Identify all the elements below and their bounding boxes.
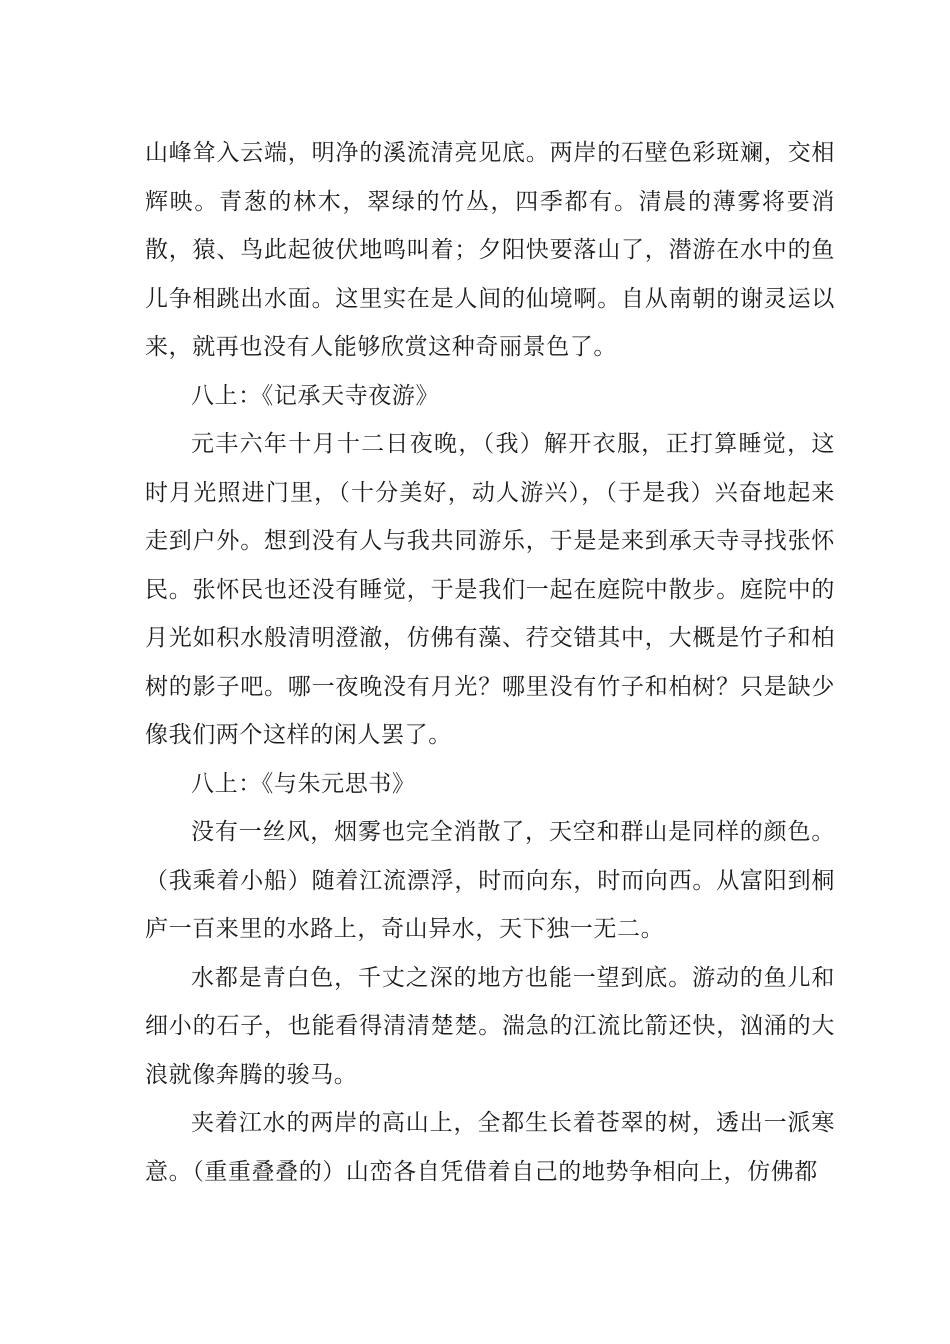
- paragraph-no-wind: 没有一丝风，烟雾也完全消散了，天空和群山是同样的颜色。（我乘着小船）随着江流漂浮，时而向东，时而向西。从富阳到桐庐一百来里的水路上，奇山异水，天下独一无二。: [145, 819, 835, 942]
- paragraph-mountain-stream: 山峰耸入云端，明净的溪流清亮见底。两岸的石壁色彩斑斓，交相辉映。青葱的林木，翠绿的竹丛，四季都有。清晨的薄雾将要消散，猿、鸟此起彼伏地鸣叫着；夕阳快要落山了，潜游在水中的鱼儿争相跳出水面。这里实在是人间的仙境啊。自从南朝的谢灵运以来，就再也没有人能够欣赏这种奇丽景色了。: [145, 140, 835, 360]
- section-heading-zhu-yuansi: 八上：《与朱元思书》: [191, 770, 416, 797]
- document-body: [145, 129, 835, 1196]
- paragraph-clear-water: 水都是青白色，千丈之深的地方也能一望到底。游动的鱼儿和细小的石子，也能看得清清楚楚。湍急的江流比箭还快，汹涌的大浪就像奔腾的骏马。: [145, 964, 835, 1088]
- section-heading-chengtian-temple: 八上：《记承天寺夜游》: [191, 382, 440, 409]
- paragraph-chengtian-temple: 元丰六年十月十二日夜晚，（我）解开衣服，正打算睡觉，这时月光照进门里，（十分美好，动人游兴），（于是我）兴奋地起来走到户外。想到没有人与我共同游乐，于是是来到承天寺寻找张怀民。张怀民也还没有睡觉，于是我们一起在庭院中散步。庭院中的月光如积水般清明澄澈，仿佛有藻、荇交错其中，大概是竹子和柏树的影子吧。哪一夜晚没有月光？哪里没有竹子和柏树？只是缺少像我们两个这样的闲人罢了。: [145, 431, 835, 748]
- paragraph-mountains-trees: 夹着江水的两岸的高山上，全都生长着苍翠的树，透出一派寒意。（重重叠叠的）山峦各自凭借着自己的地势争相向上，仿佛都: [145, 1110, 835, 1185]
